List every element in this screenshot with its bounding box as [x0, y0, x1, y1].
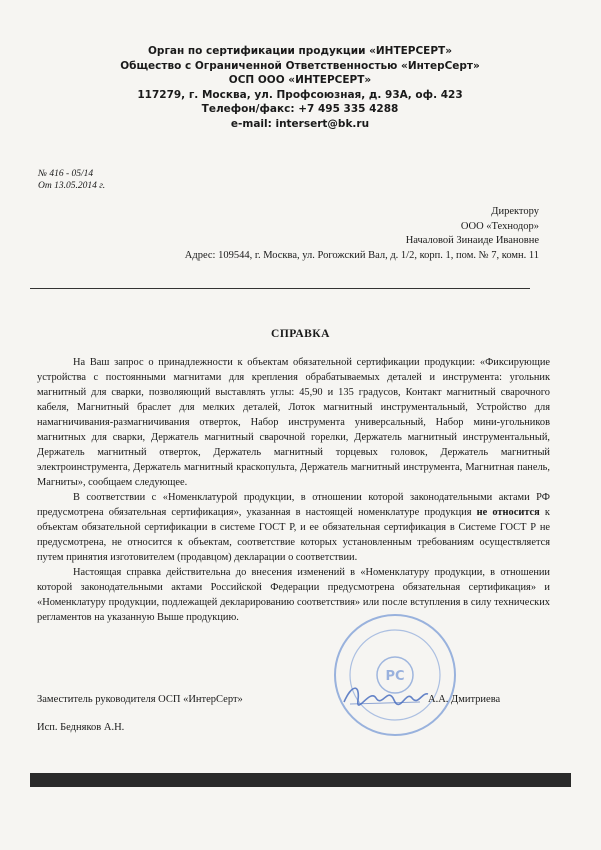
reference-number: № 416 - 05/14: [38, 169, 94, 179]
header-address: 117279, г. Москва, ул. Профсоюзная, д. 93А, оф. 423: [137, 88, 463, 101]
header-line-2: Общество с Ограниченной Ответственностью «ИнтерСерт»: [120, 59, 480, 72]
paragraph-3: Настоящая справка действительна до внесения изменений в «Номенклатуру продукции, в отношении которой законодательными актами Российской Федерации предусмотрена обязательная сертификация» и «Номенклатуру продукции, подлежащей декларированию соответствия» или после вступления в силу технических регламентов на указанную Выше продукцию.: [37, 567, 550, 623]
paragraph-1: На Ваш запрос о принадлежности к объектам обязательной сертификации продукции: «Фиксирующие устройства с постоянными магнитами для крепления обрабатываемых деталей и инструмента: угольник магнитный для сварки, позволяющий выставлять углы: 45,90 и 135 градусов, Контакт магнитный сварочного кабеля, Магнитный браслет для мелких деталей, Лоток магнитный инструментальный, Устройство для намагничивания-размагничивания отверток, Набор инструмента универсальный, Набор мини-угольников магнитных для сварки, Держатель магнитный сварочной горелки, Держатель магнитный инструментальный, Держатель магнитный отверток, Держатель магнитный торцевых головок, Держатель магнитный электроинструмента, Держатель магнитный краскопульта, Держатель магнитный инструмента, Магнитная панель, Магниты», сообщаем следующее.: [37, 357, 550, 488]
document-title: СПРАВКА: [271, 328, 330, 340]
addressee-line-2: ООО «Технодор»: [460, 220, 539, 232]
addressee-line-3: Началовой Зинаиде Ивановне: [405, 235, 539, 246]
header-email: e-mail: intersert@bk.ru: [230, 117, 370, 130]
addressee-block: [185, 205, 539, 263]
document-body: [37, 355, 550, 625]
addressee-address: Адрес: 109544, г. Москва, ул. Рогожский Вал, д. 1/2, корп. 1, пом. № 7, комн. 11: [184, 249, 539, 261]
header-line-3: ОСП ООО «ИНТЕРСЕРТ»: [228, 74, 372, 86]
header-phone: Телефон/факс: +7 495 335 4288: [201, 103, 399, 115]
paragraph-2: [37, 490, 550, 565]
paragraph-2-part-b: к объектам обязательной сертификации в системе ГОСТ Р, и ее обязательная сертификация в Системе ГОСТ Р не предусмотрена, не относится к объектам, соответствие которых установленным требованиям осуществляется путем принятия изготовителем (продавцом) декларации о соответствии.: [37, 507, 550, 563]
divider-line: [30, 288, 530, 289]
addressee-line-1: Директору: [491, 206, 539, 217]
signatory-position: Заместитель руководителя ОСП «ИнтерСерт»: [37, 694, 243, 705]
signatory-name: А.А. Дмитриева: [428, 694, 501, 705]
paragraph-2-emphasis: не относится: [476, 507, 540, 518]
handwritten-signature: [340, 680, 430, 710]
header-line-1: Орган по сертификации продукции «ИНТЕРСЕРТ»: [148, 45, 452, 57]
reference-date: От 13.05.2014 г.: [38, 181, 106, 191]
organization-header: [60, 44, 540, 131]
round-seal-stamp: [330, 610, 460, 740]
svg-text:PC: PC: [385, 669, 405, 684]
executor-name: Исп. Бедняков А.Н.: [37, 722, 125, 733]
paragraph-2-part-a: В соответствии с «Номенклатурой продукции, в отношении которой законодательными актами РФ предусмотрена обязательная сертификация», указанная в настоящей номенклатуре продукция: [37, 492, 550, 518]
reference-block: [38, 168, 105, 192]
footer-bar: [30, 773, 571, 787]
